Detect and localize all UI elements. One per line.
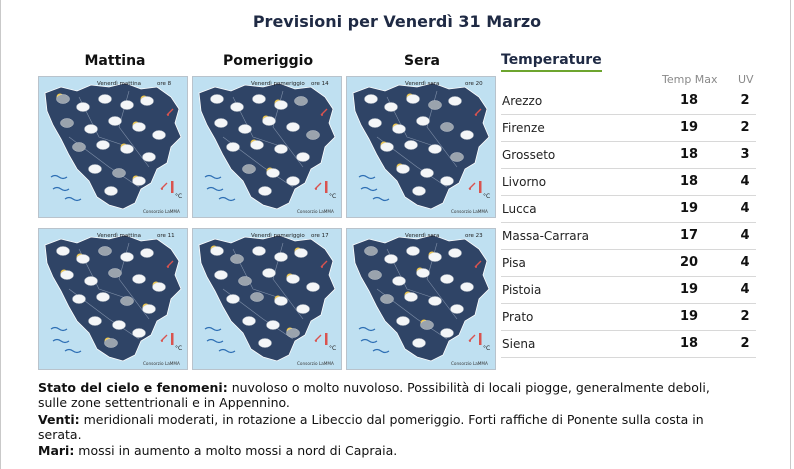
weather-map-pomeriggio-1[interactable] xyxy=(192,76,342,218)
map-credit: Consorzio LaMMA xyxy=(297,209,334,214)
cloud-icon xyxy=(429,145,442,154)
cloud-icon xyxy=(429,253,442,262)
cloud-icon xyxy=(133,177,146,186)
cloud-icon xyxy=(421,169,434,178)
cloud-icon xyxy=(275,145,288,154)
cloud-icon xyxy=(287,275,300,284)
cloud-icon xyxy=(227,143,240,152)
cloud-icon xyxy=(243,317,256,326)
city-name: Lucca xyxy=(502,202,537,216)
city-name: Pistoia xyxy=(502,283,542,297)
cloud-icon xyxy=(85,125,98,134)
right-border xyxy=(790,0,791,469)
table-row xyxy=(501,303,756,331)
city-name: Prato xyxy=(502,310,534,324)
cloud-icon xyxy=(251,141,264,150)
temp-max-value: 18 xyxy=(679,147,699,162)
cloud-icon xyxy=(461,283,474,292)
page-title: Previsioni per Venerdì 31 Marzo xyxy=(252,12,542,31)
map-credit: Consorzio LaMMA xyxy=(451,209,488,214)
map-unit: °C xyxy=(483,193,491,200)
map-credit: Consorzio LaMMA xyxy=(451,361,488,366)
map-hour: ore 20 xyxy=(465,81,483,87)
table-row xyxy=(501,87,756,115)
tuscany-map-graphic xyxy=(347,77,495,217)
cloud-icon xyxy=(253,247,266,256)
cloud-icon xyxy=(97,293,110,302)
temp-max-value: 19 xyxy=(679,201,699,216)
cloud-icon xyxy=(263,117,276,126)
cloud-icon xyxy=(275,253,288,262)
thermometer-icon xyxy=(479,333,482,345)
cloud-icon xyxy=(441,123,454,132)
wind-text-line-1: meridionali moderati, in rotazione a Libeccio dal pomeriggio. Forti raffiche di Ponente sulla costa in xyxy=(79,412,704,427)
cloud-icon xyxy=(113,321,126,330)
cloud-icon xyxy=(441,177,454,186)
cloud-icon xyxy=(121,101,134,110)
map-hour: ore 11 xyxy=(157,233,175,239)
map-hour: ore 23 xyxy=(465,233,483,239)
cloud-icon xyxy=(153,283,166,292)
temp-max-value: 19 xyxy=(679,309,699,324)
map-credit: Consorzio LaMMA xyxy=(297,361,334,366)
city-name: Grosseto xyxy=(502,148,556,162)
table-row xyxy=(501,276,756,304)
uv-value: 2 xyxy=(740,93,750,108)
table-row xyxy=(501,249,756,277)
cloud-icon xyxy=(297,153,310,162)
map-unit: °C xyxy=(175,193,183,200)
cloud-icon xyxy=(275,101,288,110)
cloud-icon xyxy=(449,97,462,106)
cloud-icon xyxy=(295,97,308,106)
cloud-icon xyxy=(105,187,118,196)
city-name: Arezzo xyxy=(502,94,543,108)
cloud-icon xyxy=(365,95,378,104)
weather-map-sera-2[interactable] xyxy=(346,228,496,370)
cloud-icon xyxy=(407,247,420,256)
cloud-icon xyxy=(61,119,74,128)
temperature-heading: Temperature xyxy=(501,52,602,68)
cloud-icon xyxy=(109,117,122,126)
cloud-icon xyxy=(211,95,224,104)
map-credit: Consorzio LaMMA xyxy=(143,209,180,214)
cloud-icon xyxy=(89,317,102,326)
map-credit: Consorzio LaMMA xyxy=(143,361,180,366)
cloud-icon xyxy=(231,255,244,264)
cloud-icon xyxy=(251,293,264,302)
cloud-icon xyxy=(133,123,146,132)
thermometer-icon xyxy=(325,181,328,193)
temp-max-value: 18 xyxy=(679,336,699,351)
cloud-icon xyxy=(381,295,394,304)
cloud-icon xyxy=(429,101,442,110)
left-border xyxy=(0,0,1,469)
cloud-icon xyxy=(413,339,426,348)
sky-label: Stato del cielo e fenomeni: xyxy=(38,380,228,395)
temp-max-value: 19 xyxy=(679,282,699,297)
city-name: Massa-Carrara xyxy=(502,229,589,243)
cloud-icon xyxy=(287,123,300,132)
thermometer-icon xyxy=(479,181,482,193)
tuscany-map-graphic xyxy=(193,229,341,369)
uv-value: 2 xyxy=(740,336,750,351)
cloud-icon xyxy=(397,317,410,326)
wind-label: Venti: xyxy=(38,412,80,427)
weather-map-mattina-1[interactable] xyxy=(38,76,188,218)
cloud-icon xyxy=(85,277,98,286)
cloud-icon xyxy=(141,97,154,106)
cloud-icon xyxy=(441,329,454,338)
cloud-icon xyxy=(461,131,474,140)
column-heading-mattina: Mattina xyxy=(84,53,146,69)
cloud-icon xyxy=(393,277,406,286)
map-hour: ore 8 xyxy=(157,81,172,87)
cloud-icon xyxy=(153,131,166,140)
uv-value: 4 xyxy=(740,228,750,243)
table-row xyxy=(501,141,756,169)
cloud-icon xyxy=(297,305,310,314)
thermometer-icon xyxy=(325,333,328,345)
map-label: Venerdì mattina xyxy=(97,81,141,87)
cloud-icon xyxy=(73,295,86,304)
table-row xyxy=(501,168,756,196)
cloud-icon xyxy=(143,305,156,314)
cloud-icon xyxy=(287,329,300,338)
temp-max-value: 19 xyxy=(679,120,699,135)
uv-value: 4 xyxy=(740,201,750,216)
column-header-temp-max: Temp Max xyxy=(662,73,718,86)
uv-value: 2 xyxy=(740,120,750,135)
city-name: Siena xyxy=(502,337,536,351)
cloud-icon xyxy=(215,119,228,128)
column-heading-sera: Sera xyxy=(404,53,440,69)
thermometer-icon xyxy=(171,333,174,345)
cloud-icon xyxy=(77,255,90,264)
sea-label: Mari: xyxy=(38,443,75,458)
cloud-icon xyxy=(77,103,90,112)
uv-value: 4 xyxy=(740,174,750,189)
cloud-icon xyxy=(449,249,462,258)
sky-description xyxy=(38,380,758,410)
cloud-icon xyxy=(239,277,252,286)
cloud-icon xyxy=(441,275,454,284)
temp-max-value: 20 xyxy=(679,255,699,270)
cloud-icon xyxy=(267,169,280,178)
cloud-icon xyxy=(89,165,102,174)
cloud-icon xyxy=(405,293,418,302)
cloud-icon xyxy=(215,271,228,280)
map-label: Venerdì sera xyxy=(405,233,440,239)
map-unit: °C xyxy=(329,193,337,200)
cloud-icon xyxy=(381,143,394,152)
cloud-icon xyxy=(369,271,382,280)
cloud-icon xyxy=(307,283,320,292)
tuscany-map-graphic xyxy=(39,77,187,217)
cloud-icon xyxy=(407,95,420,104)
cloud-icon xyxy=(413,187,426,196)
cloud-icon xyxy=(97,141,110,150)
cloud-icon xyxy=(99,247,112,256)
table-row xyxy=(501,114,756,142)
cloud-icon xyxy=(405,141,418,150)
cloud-icon xyxy=(397,165,410,174)
table-row xyxy=(501,195,756,223)
temperature-heading-underline xyxy=(501,70,602,72)
cloud-icon xyxy=(121,145,134,154)
wind-description xyxy=(38,412,758,442)
cloud-icon xyxy=(385,255,398,264)
uv-value: 2 xyxy=(740,309,750,324)
map-unit: °C xyxy=(483,345,491,352)
sea-description xyxy=(38,443,758,458)
cloud-icon xyxy=(275,297,288,306)
table-row xyxy=(501,222,756,250)
cloud-icon xyxy=(231,103,244,112)
cloud-icon xyxy=(417,269,430,278)
cloud-icon xyxy=(227,295,240,304)
map-label: Venerdì sera xyxy=(405,81,440,87)
cloud-icon xyxy=(451,305,464,314)
uv-value: 4 xyxy=(740,255,750,270)
uv-value: 4 xyxy=(740,282,750,297)
cloud-icon xyxy=(417,117,430,126)
thermometer-icon xyxy=(171,181,174,193)
cloud-icon xyxy=(243,165,256,174)
cloud-icon xyxy=(385,103,398,112)
cloud-icon xyxy=(451,153,464,162)
weather-map-pomeriggio-2[interactable] xyxy=(192,228,342,370)
cloud-icon xyxy=(99,95,112,104)
cloud-icon xyxy=(105,339,118,348)
cloud-icon xyxy=(369,119,382,128)
tuscany-map-graphic xyxy=(193,77,341,217)
map-unit: °C xyxy=(175,345,183,352)
column-header-uv: UV xyxy=(738,73,754,86)
temp-max-value: 18 xyxy=(679,93,699,108)
city-name: Firenze xyxy=(502,121,545,135)
table-row xyxy=(501,330,756,358)
tuscany-map-graphic xyxy=(347,229,495,369)
cloud-icon xyxy=(429,297,442,306)
cloud-icon xyxy=(143,153,156,162)
map-label: Venerdì pomeriggio xyxy=(251,81,305,87)
map-unit: °C xyxy=(329,345,337,352)
cloud-icon xyxy=(295,249,308,258)
cloud-icon xyxy=(421,321,434,330)
sky-text-line-2: sulle zone settentrionali e in Appennino. xyxy=(38,395,290,410)
map-label: Venerdì pomeriggio xyxy=(251,233,305,239)
sea-text: mossi in aumento a molto mossi a nord di Capraia. xyxy=(74,443,398,458)
cloud-icon xyxy=(121,297,134,306)
weather-map-sera-1[interactable] xyxy=(346,76,496,218)
cloud-icon xyxy=(57,247,70,256)
map-hour: ore 14 xyxy=(311,81,329,87)
cloud-icon xyxy=(109,269,122,278)
sky-text-line-1: nuvoloso o molto nuvoloso. Possibilità di locali piogge, generalmente deboli, xyxy=(227,380,710,395)
cloud-icon xyxy=(267,321,280,330)
cloud-icon xyxy=(393,125,406,134)
cloud-icon xyxy=(259,339,272,348)
cloud-icon xyxy=(287,177,300,186)
wind-text-line-2: serata. xyxy=(38,427,82,442)
uv-value: 3 xyxy=(740,147,750,162)
cloud-icon xyxy=(253,95,266,104)
map-hour: ore 17 xyxy=(311,233,329,239)
cloud-icon xyxy=(133,329,146,338)
cloud-icon xyxy=(133,275,146,284)
column-heading-pomeriggio: Pomeriggio xyxy=(222,53,314,69)
tuscany-map-graphic xyxy=(39,229,187,369)
weather-map-mattina-2[interactable] xyxy=(38,228,188,370)
cloud-icon xyxy=(365,247,378,256)
cloud-icon xyxy=(211,247,224,256)
cloud-icon xyxy=(307,131,320,140)
cloud-icon xyxy=(141,249,154,258)
cloud-icon xyxy=(259,187,272,196)
temp-max-value: 17 xyxy=(679,228,699,243)
cloud-icon xyxy=(113,169,126,178)
city-name: Livorno xyxy=(502,175,547,189)
cloud-icon xyxy=(263,269,276,278)
cloud-icon xyxy=(239,125,252,134)
cloud-icon xyxy=(57,95,70,104)
temp-max-value: 18 xyxy=(679,174,699,189)
city-name: Pisa xyxy=(502,256,526,270)
cloud-icon xyxy=(121,253,134,262)
cloud-icon xyxy=(61,271,74,280)
map-label: Venerdì mattina xyxy=(97,233,141,239)
cloud-icon xyxy=(73,143,86,152)
